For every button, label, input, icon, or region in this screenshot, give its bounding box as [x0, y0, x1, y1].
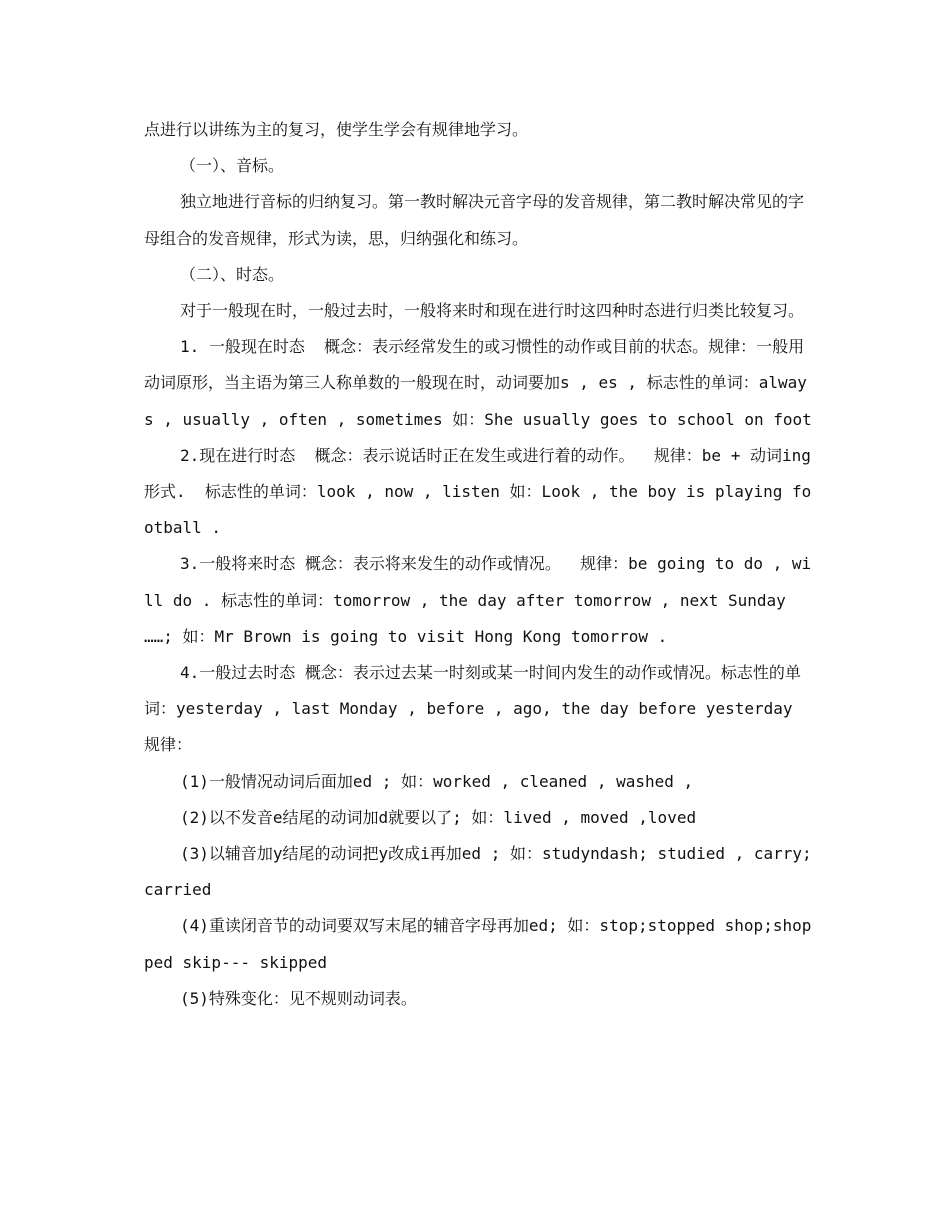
- paragraph-tenses-intro: 对于一般现在时，一般过去时，一般将来时和现在进行时这四种时态进行归类比较复习。: [180, 301, 805, 321]
- paragraph-present-progressive: 2.现在进行时态 概念：表示说话时正在发生或进行着的动作。 规律：be + 动词ing 形式. 标志性的单词：look , now , listen 如：Look , the boy is playing football .: [144, 445, 821, 538]
- paragraph-phonetics: 独立地进行音标的归纳复习。第一教时解决元音字母的发音规律，第二教时解决常见的字母组合的发音规律，形式为读，思，归纳强化和练习。: [144, 192, 805, 248]
- rule-item-4: (4)重读闭音节的动词要双写末尾的辅音字母再加ed; 如：stop;stopped shop;shopped skip--- skipped: [144, 916, 812, 972]
- paragraph-intro-continuation: 点进行以讲练为主的复习，使学生学会有规律地学习。: [144, 120, 529, 139]
- paragraph-simple-future: 3.一般将来时态 概念：表示将来发生的动作或情况。 规律：be going to do , will do . 标志性的单词：tomorrow , the day after tomorrow , next Sunday ……; 如：Mr Brown is going to visit Hong Kong tomorrow .: [144, 554, 812, 646]
- rule-item-1: (1)一般情况动词后面加ed ; 如：worked , cleaned , washed ,: [180, 771, 694, 791]
- document-body: [144, 112, 821, 1017]
- rule-item-5: (5)特殊变化：见不规则动词表。: [180, 988, 417, 1008]
- heading-phonetics: （一）、音标。: [180, 156, 285, 176]
- heading-tenses: （二）、时态。: [180, 264, 285, 284]
- rule-item-2: (2)以不发音e结尾的动词加d就要以了; 如：lived , moved ,loved: [180, 807, 697, 827]
- paragraph-simple-present: 1. 一般现在时态 概念：表示经常发生的或习惯性的动作或目前的状态。规律：一般用动词原形，当主语为第三人称单数的一般现在时，动词要加s , es , 标志性的单词：always , usually , often , sometimes 如：She usually goes to school on foot: [144, 337, 812, 429]
- paragraph-simple-past: 4.一般过去时态 概念：表示过去某一时刻或某一时间内发生的动作或情况。标志性的单词：yesterday , last Monday , before , ago, the day before yesterday 规律：: [144, 663, 803, 755]
- rule-item-3: (3)以辅音加y结尾的动词把y改成i再加ed ; 如：studyndash; studied , carry;carried: [144, 844, 812, 900]
